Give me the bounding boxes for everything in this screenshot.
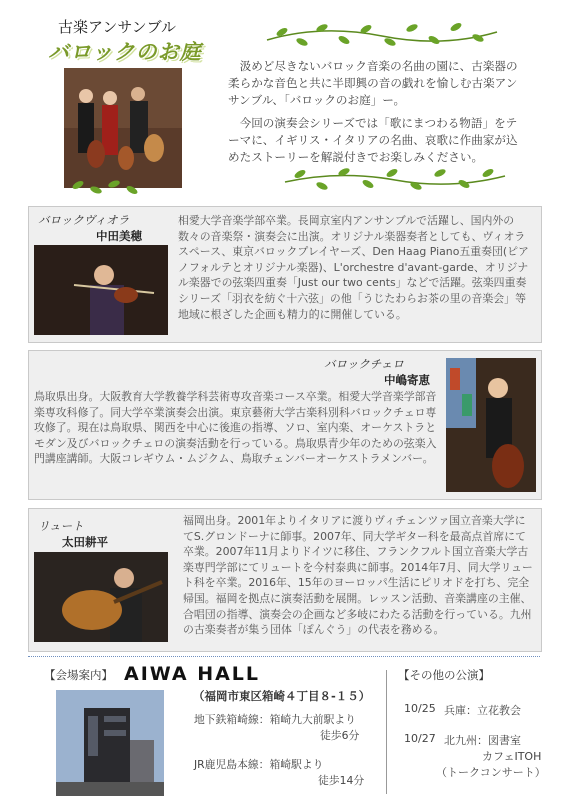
venue-building-photo: [56, 690, 164, 796]
other-performances-title: 【その他の公演】: [398, 668, 490, 682]
vine-decoration-photo: [68, 170, 188, 200]
access-jr: JR鹿児島本線：箱崎駅より: [194, 758, 324, 771]
lute-player-photo: [34, 552, 168, 642]
performer-name: 中嶋寄恵: [384, 373, 430, 387]
performer-bio: 福岡出身。2001年よりイタリアに渡りヴィチェンツァ国立音楽大学にてS.グロンドーナに師事。2007年、同大学ギター科を最高点首席にて卒業。2007年11月よりドイツに移住、フランクフルト国立音楽大学古楽専門学部にてリュートを今村泰典に師事。2014年7月、同大学リュート科を卒業。2016年、15年のヨーロッパ生活にピリオドを打ち、完全帰国。福岡を拠点に演奏活動を展開。レッスン活動、音楽講座の主催、合唱団の指導、演奏会の企画など多岐にわたる活動を行っている。九州の古楽奏者が集う団体「ぽんぐう」の代表を務める。: [183, 514, 533, 637]
performer-name: 太田耕平: [62, 535, 108, 549]
venue-address: （福岡市東区箱崎４丁目８-１５）: [193, 689, 371, 703]
venue-tag: 【会場案内】: [44, 668, 113, 682]
vine-decoration-top: [262, 18, 502, 52]
other-date-2: 10/27: [404, 732, 436, 745]
venue-hall-name: AIWA HALL: [124, 663, 261, 685]
other-place-2-cafe: カフェITOH: [482, 750, 542, 763]
performer-role: バロックヴィオラ: [38, 213, 130, 227]
venue-divider: [386, 670, 387, 794]
access-jr-walk: 徒歩14分: [318, 774, 365, 787]
performer-bio: 鳥取県出身。大阪教育大学教養学科芸術専攻音楽コース卒業。相愛大学音楽学部音楽専攻科修了。同大学卒業演奏会出演。東京藝術大学古楽科別科バロックチェロ専攻修了。現在は鳥取県、関西を中心に後進の指導、ソロ、室内楽、オーケストラとモダン及びバロックチェロの演奏活動を行っている。鳥取県青少年のための弦楽入門講座講師。大阪コレギウム・ムジクム、鳥取チェンバーオーケストラメンバー。: [34, 390, 437, 466]
viola-player-photo: [34, 245, 168, 335]
performer-bio: 相愛大学音楽学部卒業。長岡京室内アンサンブルで活躍し、国内外の数々の音楽祭・演奏会に出演。オリジナル楽器奏者としても、ヴィオラスペース、東京バロックプレイヤーズ、Den Haag Piano五重奏団(ピアノフォルテとオリジナル楽器)、L'orchestre d'avant-garde、オリジナル楽器での弦楽四重奏「Just our two cents」などで活躍。弦楽四重奏シリーズ「羽衣を紡ぐ十六弦」の他「うじたわらお茶の里の音楽会」等地域に根ざした企画も精力的に開催している。: [178, 214, 529, 321]
access-subway-walk: 徒歩6分: [320, 729, 360, 742]
section-divider: [28, 656, 540, 657]
other-place-2: 北九州：図書室: [444, 734, 521, 747]
access-subway: 地下鉄箱崎線：箱崎九大前駅より: [194, 713, 356, 726]
ensemble-subtitle: 古楽アンサンブル: [58, 18, 177, 36]
performer-role: バロックチェロ: [324, 357, 404, 371]
other-date-1: 10/25: [404, 702, 436, 715]
vine-decoration-middle: [280, 164, 510, 196]
other-note-2: （トークコンサート）: [436, 766, 546, 779]
other-place-1: 兵庫：立花教会: [444, 704, 521, 717]
cello-player-photo: [446, 358, 536, 492]
intro-paragraph-1: 汲めど尽きないバロック音楽の名曲の園に、古楽器の柔らかな音色と共に半即興の音の戯れを愉しむ古楽アンサンブル、「バロックのお庭」ー。: [228, 59, 518, 107]
performer-role: リュート: [38, 519, 84, 533]
performer-name: 中田美穂: [96, 229, 142, 243]
ensemble-title: バロックのお庭: [48, 40, 202, 64]
intro-paragraph-2: 今回の演奏会シリーズでは「歌にまつわる物語」をテーマに、イギリス・イタリアの名曲、哀歌に作曲家が込めたストーリーを解説付きでお楽しみください。: [228, 116, 518, 164]
